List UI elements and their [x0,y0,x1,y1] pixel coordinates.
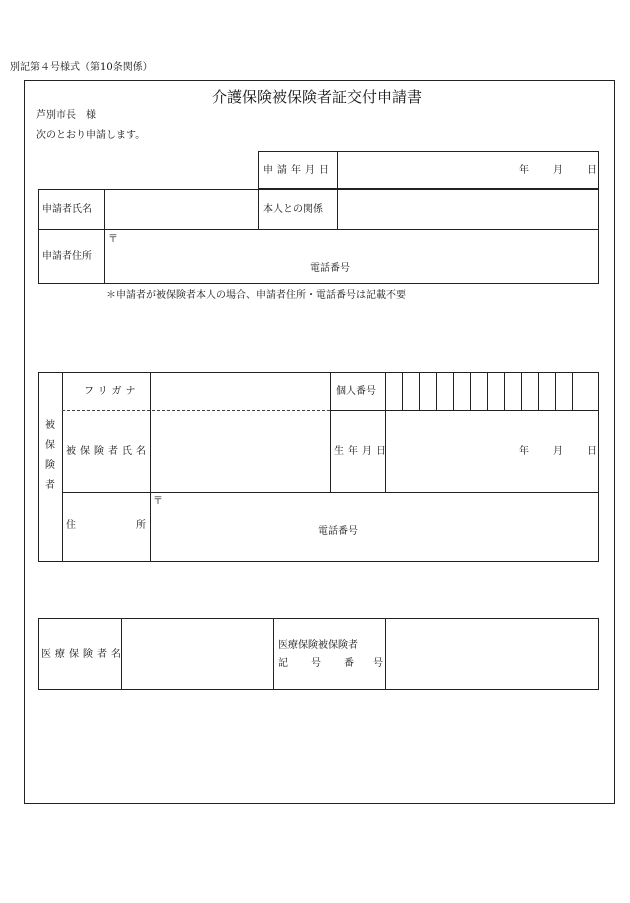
intro-text: 次のとおり申請します。 [36,130,146,141]
application-month-label: 月 [553,165,563,176]
personal-number-field[interactable] [386,373,598,409]
birth-day-label: 日 [587,446,597,457]
medical-number-label-line2-3: 番 [344,658,354,669]
furigana-label: フリガナ [84,386,140,397]
insured-phone-field[interactable] [370,522,595,558]
medical-number-field[interactable] [389,622,595,686]
application-year-label: 年 [519,165,529,176]
relation-field[interactable] [341,193,595,225]
medical-number-label-line2-4: 号 [373,658,383,669]
medical-insurer-label: 医療保険者名 [41,649,125,660]
medical-number-label-line1: 医療保険被保険者 [278,640,358,651]
insured-section-label-1: 被 [45,420,55,431]
medical-number-label-line2-1: 記 [278,658,288,669]
form-reference: 別記第４号様式（第10条関係） [10,62,153,73]
birth-year-label: 年 [519,446,529,457]
applicant-postal-mark: 〒 [108,234,118,245]
furigana-field[interactable] [154,376,326,406]
insured-postal-mark: 〒 [153,496,163,507]
insured-phone-label: 電話番号 [318,526,358,537]
birth-date-field[interactable] [389,414,595,488]
applicant-phone-label: 電話番号 [310,263,350,274]
applicant-address-label: 申請者住所 [42,251,92,262]
insured-name-field[interactable] [154,414,326,488]
addressee: 芦別市長 様 [36,110,96,121]
application-day-label: 日 [587,165,597,176]
applicant-name-field[interactable] [108,193,254,225]
personal-number-label: 個人番号 [336,386,376,397]
birth-date-label: 生年月日 [334,446,390,457]
insured-address-label-2: 所 [136,520,146,531]
form-title: 介護保険被保険者証交付申請書 [212,88,423,106]
insured-name-label: 被保険者氏名 [66,446,150,457]
applicant-note: ＊申請者が被保険者本人の場合、申請者住所・電話番号は記載不要 [106,290,406,301]
medical-insurer-field[interactable] [125,622,269,686]
insured-section-label-4: 者 [45,480,55,491]
relation-label: 本人との関係 [263,204,323,215]
medical-number-label-line2-2: 号 [311,658,321,669]
insured-address-field[interactable] [166,496,595,522]
applicant-name-label: 申請者氏名 [42,204,92,215]
applicant-phone-field[interactable] [362,260,595,280]
application-date-label: 申請年月日 [263,165,333,176]
birth-month-label: 月 [553,446,563,457]
insured-section-label-2: 保 [45,440,55,451]
insured-section-label-3: 険 [45,460,55,471]
insured-address-label-1: 住 [66,520,76,531]
applicant-address-field[interactable] [120,233,595,257]
